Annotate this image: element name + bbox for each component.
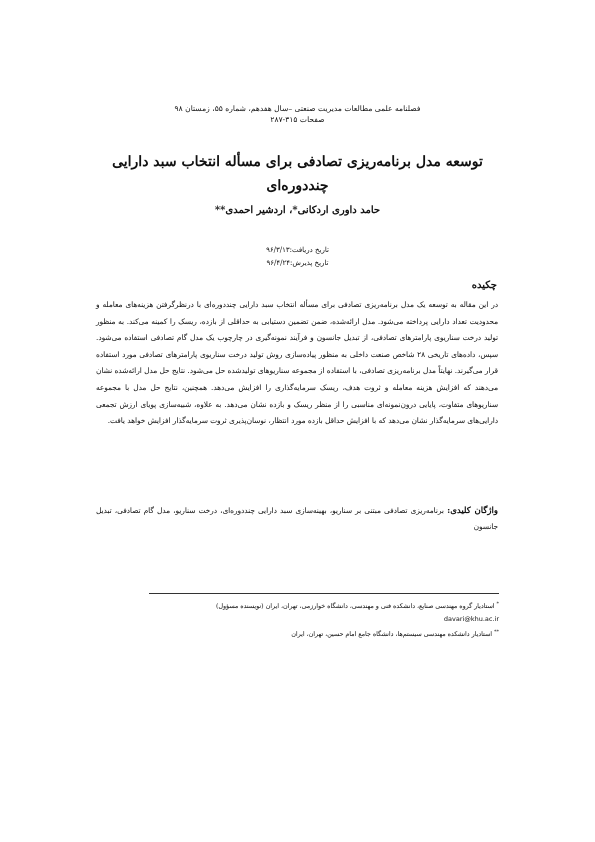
footnote-divider [149,593,499,594]
abstract-text: در این مقاله به توسعه یک مدل برنامه‌ریزی تصادفی برای مسأله انتخاب سبد دارایی چنددوره‌ای با درنظرگرفتن هزینه‌های معامله و محدودیت تعداد دارایی پرداخته می‌شود. مدل ارائه‌شده، ضمن تضمین دستیابی به حداقلی از بازده، ریسک را کمینه می‌کند. به منظور تولید درخت سناریوی پارامترهای تصادفی، از تبدیل جانسون و فرآیند نمونه‌گیری در چارچوب یک مدل گام تصادفی استفاده می‌شود. سپس، داده‌های تاریخی ۲۸ شاخص صنعت داخلی به منظور پیاده‌سازی روش تولید درخت سناریوی پارامترهای تصادفی مورد استفاده قرار می‌گیرند. نهایتاً مدل برنامه‌ریزی تصادفی، با استفاده از مجموعه سناریوهای تولیدشده حل می‌شود. نتایج حل مدل ارائه‌شده نشان می‌دهند که افزایش هزینه معامله و ثروت هدف، ریسک سرمایه‌گذاری را افزایش می‌دهد. همچنین، نتایج حل مدل با مجموعه سناریوهای متفاوت، پایایی درون‌نمونه‌ای مناسبی را از منظر ریسک و بازده نشان می‌دهد. به علاوه، شبیه‌سازی پویای ارزش تجمعی دارایی‌های سرمایه‌گذار نشان می‌دهد که با افزایش حداقل بازده مورد انتظار، نوسان‌پذیری ثروت سرمایه‌گذار افزایش خواهد یافت. [96,300,498,426]
abstract-heading: چکیده [471,280,497,291]
footnotes [97,598,499,641]
accepted-date: تاریخ پذیرش:۹۶/۴/۲۴ [266,259,329,267]
keywords-text: برنامه‌ریزی تصادفی مبتنی بر سناریو، بهینه‌سازی سبد دارایی چنددوره‌ای، درخت سناریو، مدل گام تصادفی، تبدیل جانسون [96,506,498,531]
author-email-link[interactable]: davari@khu.ac.ir [443,615,499,624]
paper-dates [150,244,445,270]
paper-title: توسعه مدل برنامه‌ریزی تصادفی برای مسأله انتخاب سبد دارایی چنددوره‌ای [112,154,483,194]
footnote-1 [97,598,499,613]
keywords [96,503,498,535]
paper-authors: حامد داوری اردکانی*، اردشیر احمدی** [214,205,381,216]
keywords-label: واژگان کلیدی: [447,506,499,516]
journal-header [150,103,445,125]
footnote-2-mark: ** [494,629,499,636]
footnote-1-mark: * [496,601,499,607]
journal-info: فصلنامه علمی مطالعات مدیریت صنعتی –سال هفدهم، شماره ۵۵، زمستان ۹۸ [174,104,421,113]
footnote-2 [97,626,499,641]
footnote-2-text: استادیار دانشکده مهندسی سیستم‌ها، دانشگاه جامع امام حسین، تهران، ایران [291,631,492,639]
journal-pages: صفحات ۳۱۵-۲۸۷ [270,115,325,124]
received-date: تاریخ دریافت:۹۶/۳/۱۳ [266,246,329,254]
footnote-1-text: استادیار گروه مهندسی صنایع، دانشکده فنی و مهندسی، دانشگاه خوارزمی، تهران، ایران (نویسنده مسؤول) [215,603,495,611]
